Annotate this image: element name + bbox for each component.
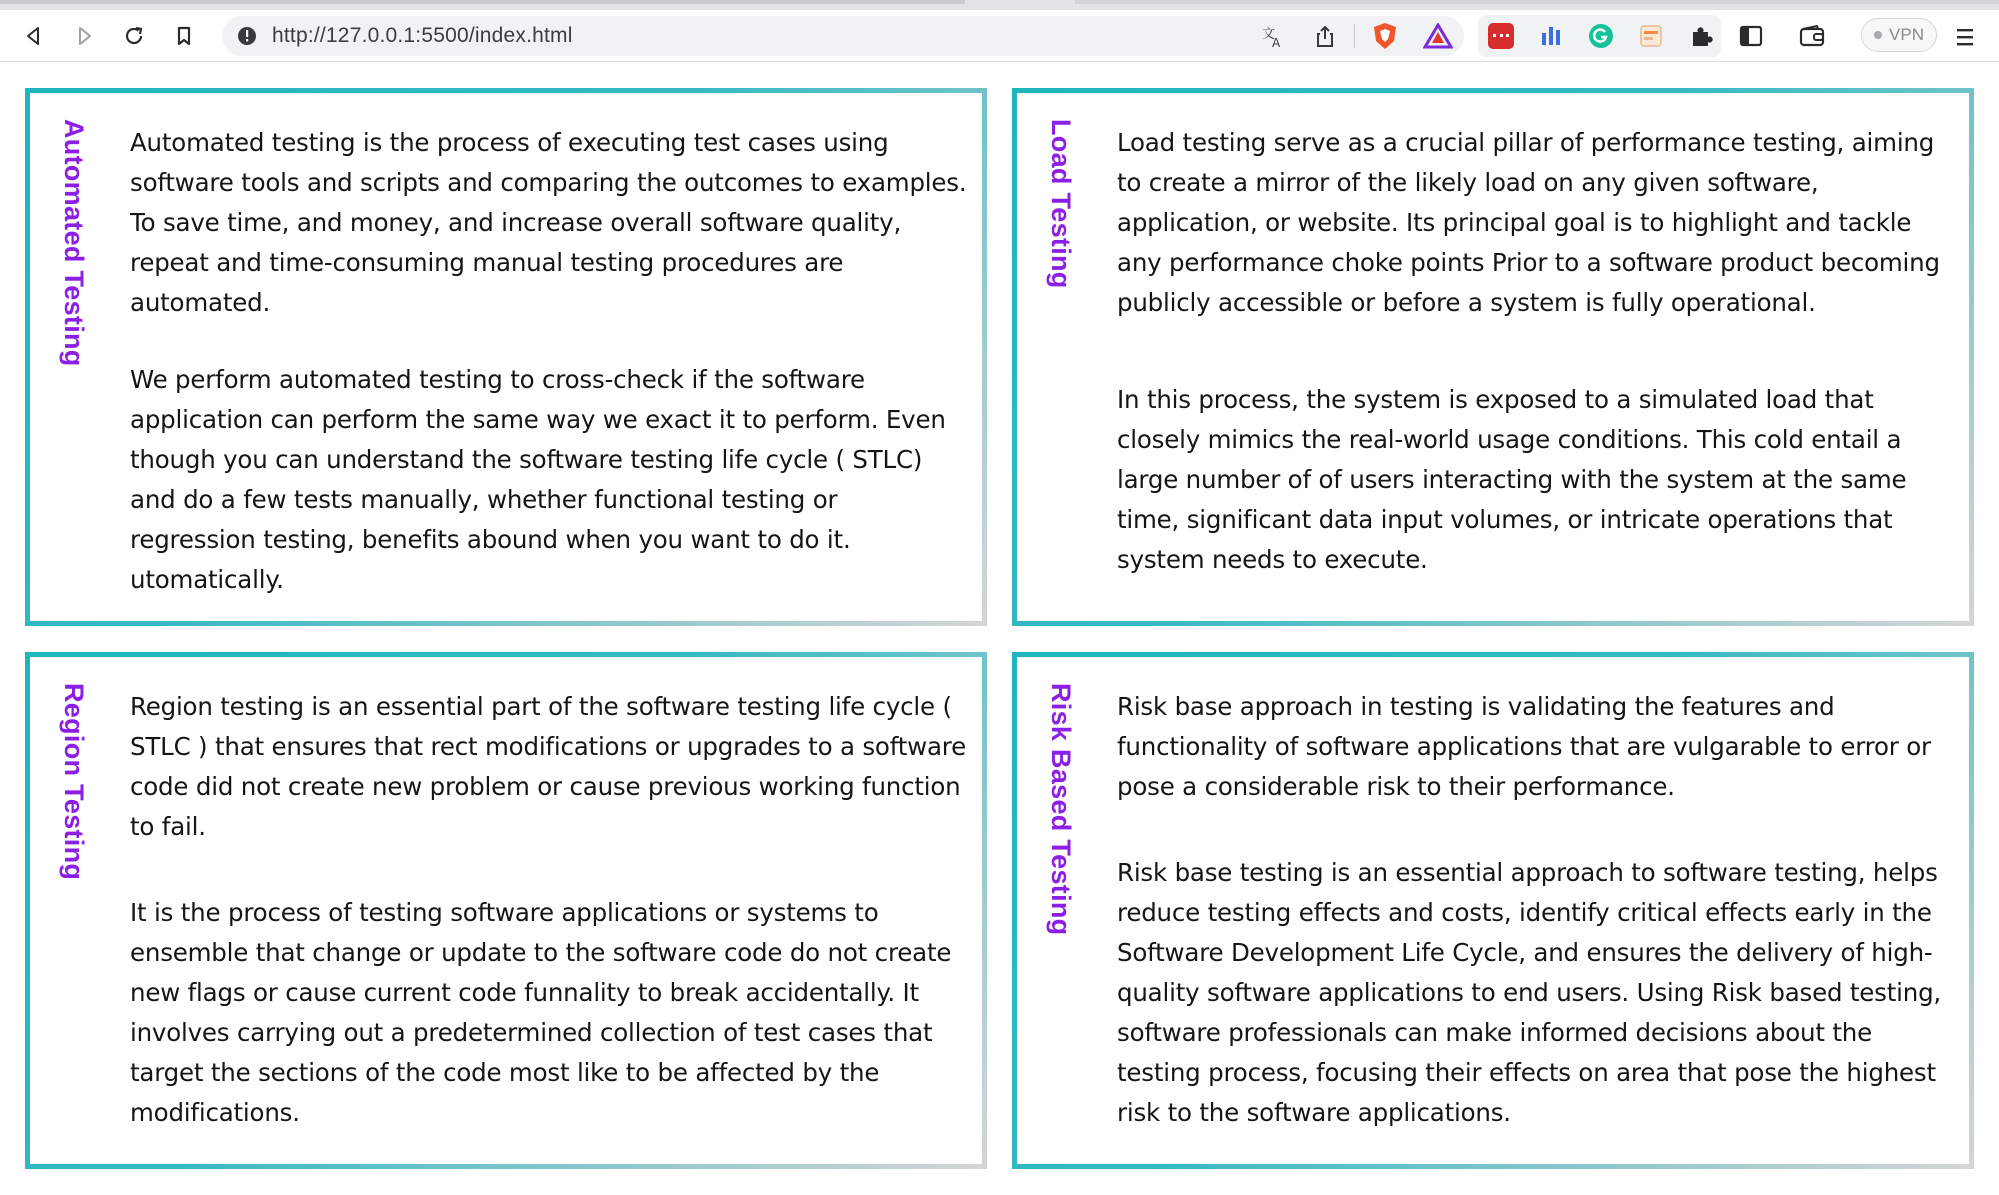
share-icon[interactable] bbox=[1312, 24, 1338, 50]
toolbar-divider bbox=[1354, 24, 1355, 48]
card-paragraph: We perform automated testing to cross-check if the software application can perform the same way we exact it to perform. Even though you can understand the software testing life cycle ( STLC) and do a few tests manually, whether functional testing or regression testing, benefits abound when you want to do it. utomatically. bbox=[130, 365, 946, 594]
card-paragraph: Load testing serve as a crucial pillar of performance testing, aiming to create a mirror of the likely load on any given software, application, or website. Its principal goal is to highlight and tackle any performance choke points Prior to a software product becoming publicly accessible or before a system is fully operational. bbox=[1117, 128, 1940, 317]
card-paragraph: Risk base testing is an essential approach to software testing, helps reduce testing effects and costs, identify critical effects early in the Software Development Life Cycle, and ensures the delivery of high-quality software applications to end users. Using Risk based testing, software professionals can make informed decisions about the testing process, focusing their effects on area that pose the highest risk to the software applications. bbox=[1117, 858, 1942, 1127]
card-title: Risk Based Testing bbox=[1046, 683, 1076, 936]
card-load-testing bbox=[1012, 88, 1974, 626]
back-icon bbox=[22, 24, 46, 48]
extension-red-icon[interactable] bbox=[1488, 23, 1514, 49]
extensions-group bbox=[1478, 15, 1721, 57]
svg-text:A: A bbox=[1272, 36, 1281, 50]
grammarly-icon[interactable] bbox=[1588, 23, 1614, 49]
back-button[interactable] bbox=[16, 18, 52, 54]
svg-text:文: 文 bbox=[1262, 27, 1276, 42]
reload-icon bbox=[122, 24, 146, 48]
bookmark-button[interactable] bbox=[166, 18, 202, 54]
translate-icon[interactable] bbox=[1260, 24, 1286, 50]
sidebar-icon[interactable] bbox=[1738, 23, 1764, 49]
card-paragraph: Automated testing is the process of executing test cases using software tools and scripts and comparing the outcomes to examples. To save time, and money, and increase overall software quality, repeat and time-consuming manual testing procedures are automated. bbox=[130, 128, 967, 317]
wallet-icon[interactable] bbox=[1798, 23, 1826, 49]
inactive-tab-indicator bbox=[1075, 0, 1999, 4]
tab-strip bbox=[0, 0, 1999, 10]
address-bar[interactable] bbox=[222, 16, 1464, 56]
vpn-button[interactable] bbox=[1861, 18, 1937, 52]
brave-rewards-icon[interactable] bbox=[1423, 23, 1453, 49]
card-body bbox=[1117, 687, 1957, 1133]
card-title: Automated Testing bbox=[59, 119, 89, 367]
vpn-status-icon bbox=[1874, 31, 1882, 39]
card-body bbox=[130, 123, 970, 600]
menu-icon[interactable] bbox=[1953, 24, 1977, 50]
card-paragraph: Risk base approach in testing is validating the features and functionality of software applications that are vulgarable to error or pose a considerable risk to their performance. bbox=[1117, 692, 1931, 801]
bookmark-icon bbox=[172, 24, 196, 48]
url-text[interactable]: http://127.0.0.1:5500/index.html bbox=[272, 24, 573, 47]
extensions-puzzle-icon[interactable] bbox=[1688, 23, 1714, 49]
card-paragraph: Region testing is an essential part of the software testing life cycle ( STLC ) that ensures that rect modifications or upgrades to a software code did not create new problem or cause previous working function to fail. bbox=[130, 692, 966, 841]
extension-bars-icon[interactable] bbox=[1538, 23, 1564, 49]
card-region-testing bbox=[25, 652, 987, 1169]
browser-toolbar bbox=[0, 10, 1999, 62]
extension-note-icon[interactable] bbox=[1638, 23, 1664, 49]
forward-button[interactable] bbox=[66, 18, 102, 54]
card-body bbox=[130, 687, 970, 1133]
card-automated-testing bbox=[25, 88, 987, 626]
card-paragraph: It is the process of testing software applications or systems to ensemble that change or update to the software code do not create new flags or cause current code funnality to break accidentally. It involves carrying out a predetermined collection of test cases that target the sections of the code most like to be affected by the modifications. bbox=[130, 898, 952, 1127]
forward-icon bbox=[72, 24, 96, 48]
card-title: Region Testing bbox=[59, 683, 89, 881]
vpn-label: VPN bbox=[1889, 25, 1924, 44]
card-title: Load Testing bbox=[1046, 119, 1076, 289]
active-tab-indicator bbox=[0, 0, 965, 4]
card-paragraph: In this process, the system is exposed to a simulated load that closely mimics the real-world usage conditions. This cold entail a large number of of users interacting with the system at the same time, significant data input volumes, or intricate operations that system needs to execute. bbox=[1117, 385, 1907, 574]
card-risk-based-testing bbox=[1012, 652, 1974, 1169]
reload-button[interactable] bbox=[116, 18, 152, 54]
site-info-icon[interactable] bbox=[236, 25, 258, 47]
brave-shield-icon[interactable] bbox=[1371, 21, 1399, 51]
card-body bbox=[1117, 123, 1957, 580]
